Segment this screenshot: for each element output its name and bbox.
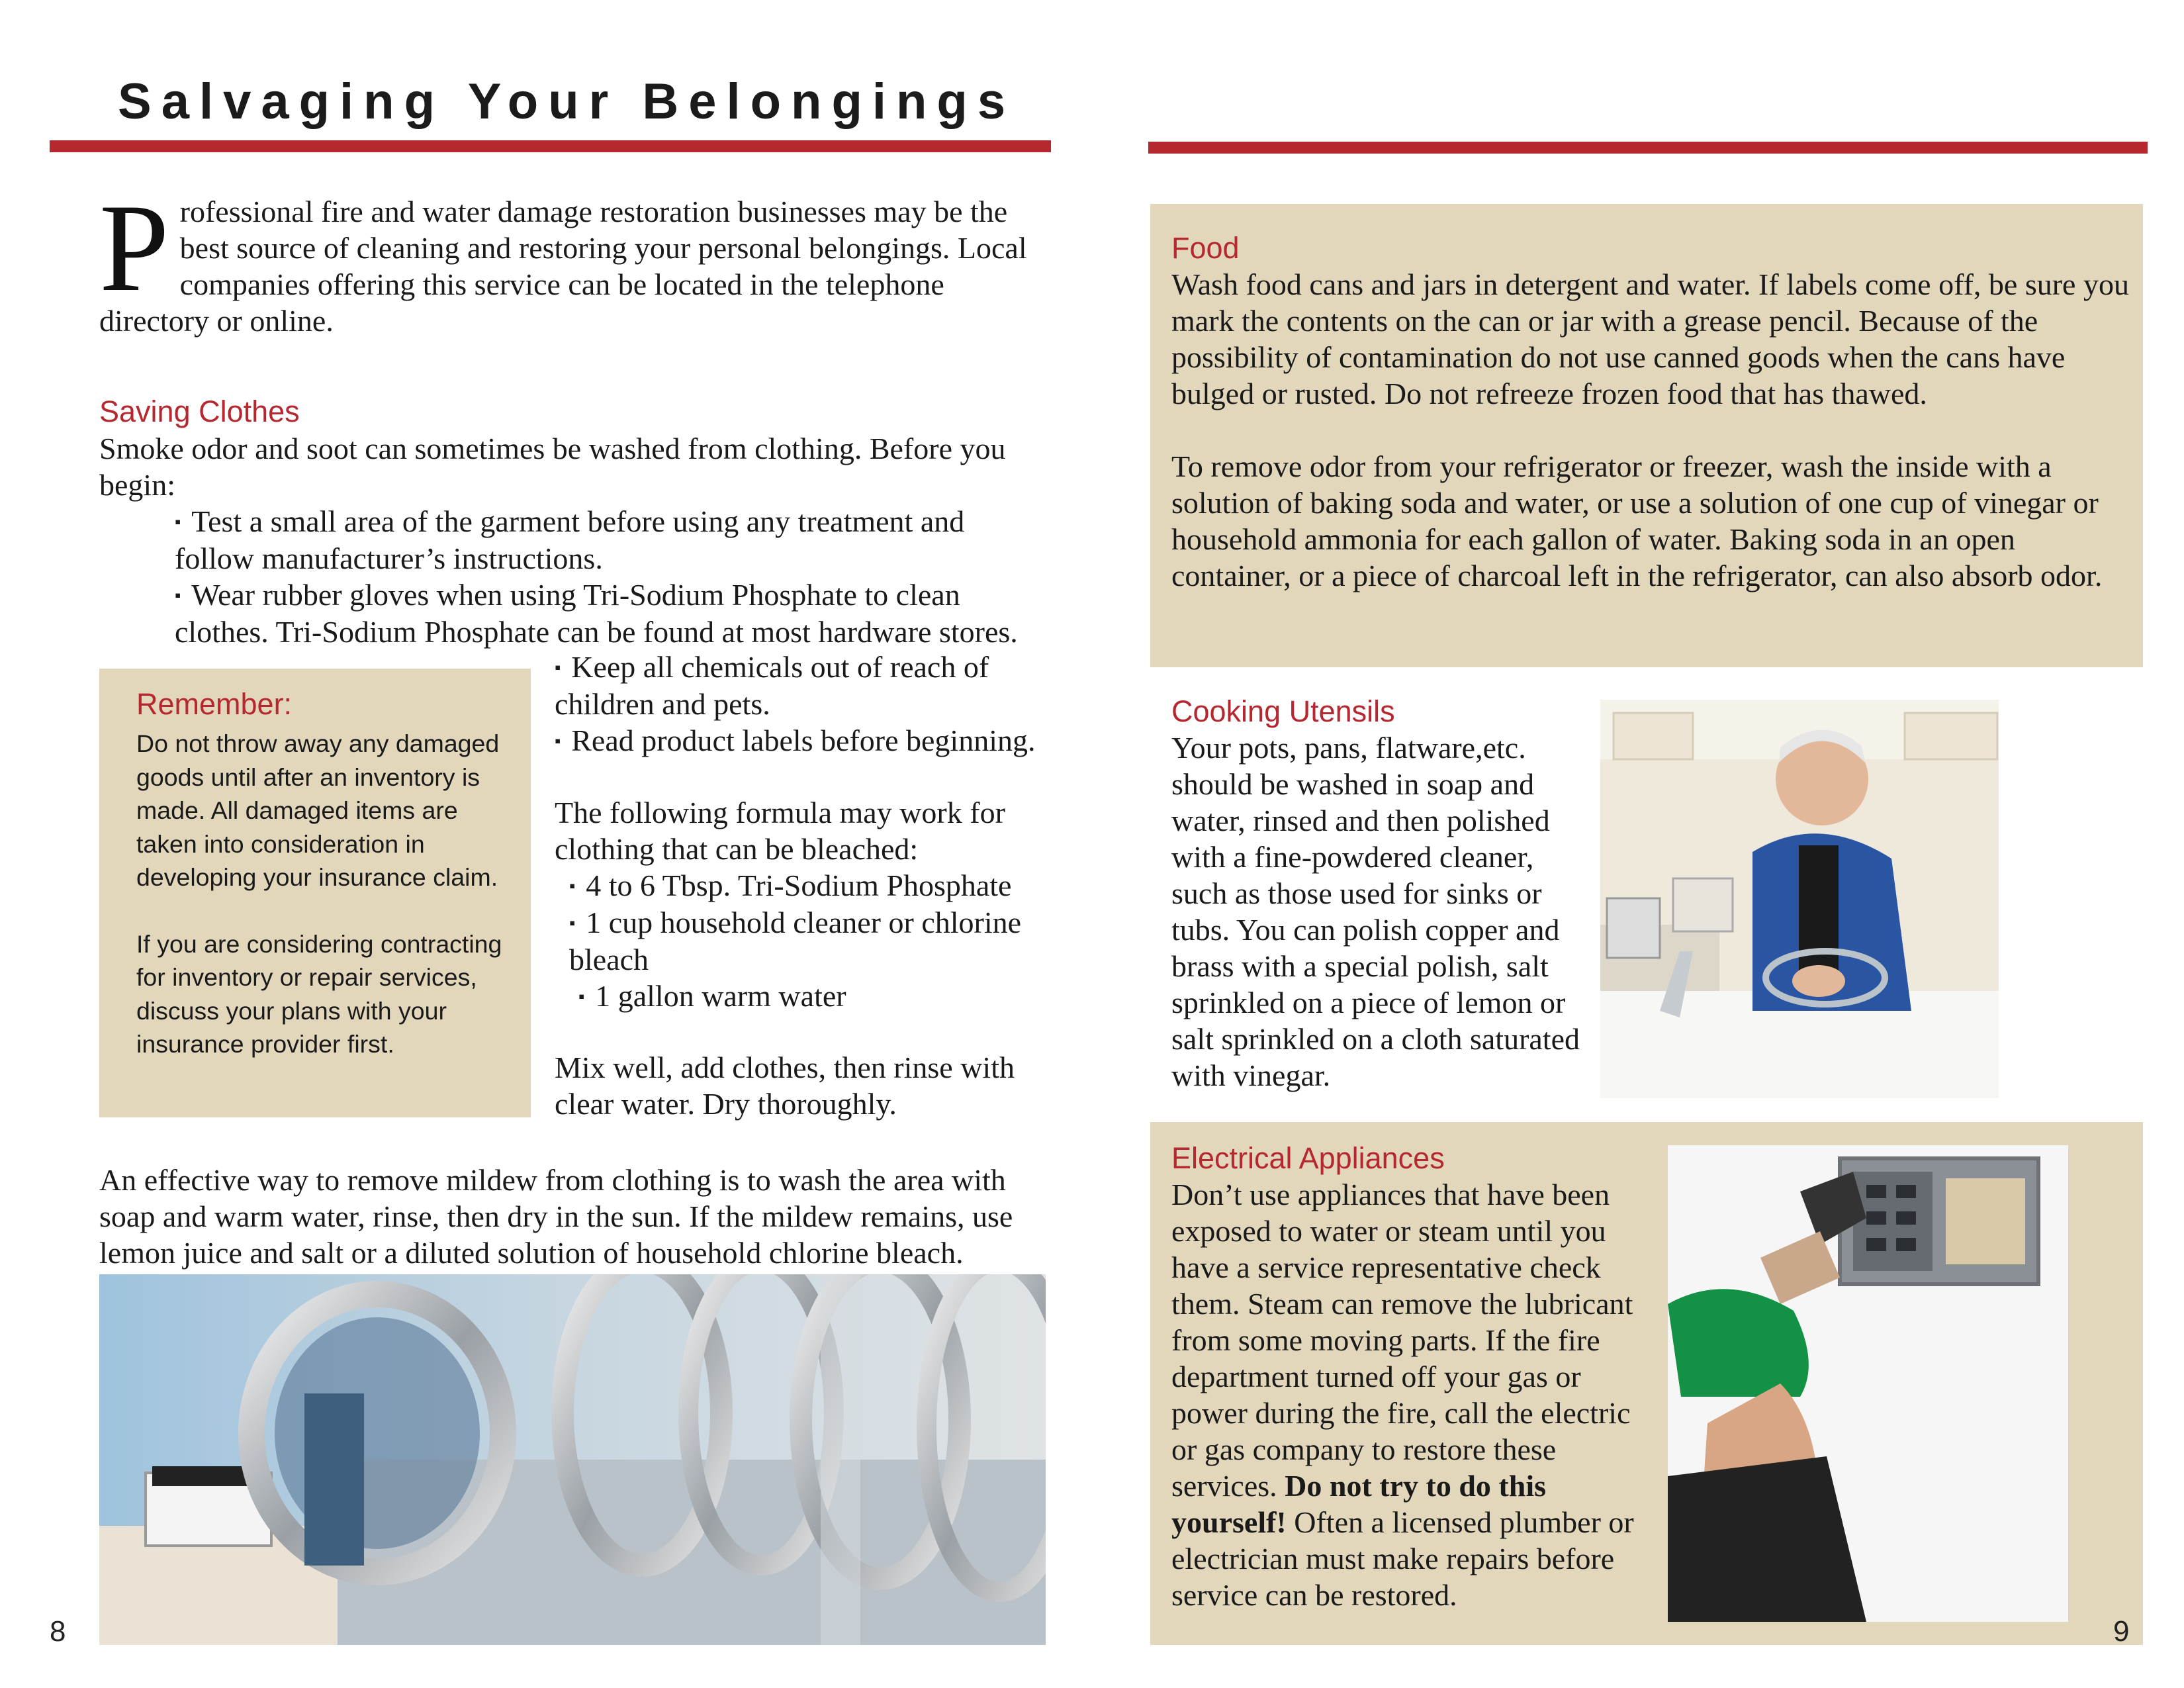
food-heading: Food: [1171, 231, 1240, 265]
cooking-text: Your pots, pans, flatware,etc. should be washed in soap and water, rinsed and then polished with a fine-powdered cleaner, such as those used for sinks or tubs. You can polish copper and brass with a special polish, salt sprinkled on a piece of lemon or salt sprinkled on a cloth saturated with vinegar.: [1171, 731, 1580, 1092]
list-item: ▪ Keep all chemicals out of reach of children and pets.: [555, 650, 989, 721]
list-item: ▪ 1 cup household cleaner or chlorine bleach: [569, 906, 1022, 976]
cooking-heading: Cooking Utensils: [1171, 694, 1395, 728]
food-para-2: To remove odor from your refrigerator or freezer, wash the inside with a solution of baking soda and water, or use a solution of one cup of vinegar or household ammonia for each gallon of water. Baking soda in an open container, or a piece of charcoal left in the refrigerator, can also absorb odor.: [1171, 449, 2103, 592]
remember-para-1: Do not throw away any damaged goods until after an inventory is made. All damaged items are taken into consideration in developing your insurance claim.: [136, 729, 500, 891]
formula-list: [555, 867, 1044, 1015]
intro-paragraph: [99, 179, 1052, 339]
electrician-photo: [1668, 1145, 2068, 1622]
saving-clothes-heading: Saving Clothes: [99, 395, 300, 428]
list-item: ▪ Test a small area of the garment before using any treatment and follow manufacturer’s instructions.: [175, 504, 965, 575]
laundromat-photo: [99, 1274, 1046, 1645]
page-number-left: 8: [50, 1615, 66, 1648]
remember-body: [136, 727, 520, 1061]
remember-para-2: If you are considering contracting for inventory or repair services, discuss your plans with your insurance provider first.: [136, 929, 502, 1058]
food-para-1: Wash food cans and jars in detergent and water. If labels come off, be sure you mark the contents on the can or jar with a grease pencil. Because of the possibility of contamination do not use canned goods when the cans have bulged or rusted. Do not refreeze frozen food that has thawed.: [1171, 267, 2129, 410]
man-washing-dishes-photo: [1600, 700, 1999, 1098]
formula-outro: Mix well, add clothes, then rinse with clear water. Dry thoroughly.: [555, 1051, 1015, 1121]
formula-intro: The following formula may work for clothing that can be bleached:: [555, 796, 1005, 866]
list-item: ▪ 4 to 6 Tbsp. Tri-Sodium Phosphate: [569, 868, 1012, 902]
saving-clothes-intro: Smoke odor and soot can sometimes be washed from clothing. Before you begin:: [99, 432, 1006, 502]
electrical-text: Don’t use appliances that have been exposed to water or steam until you have a service representative check them. Steam can remove the lubricant from some moving parts. If the fire department turned off your gas or power during the fire, call the electric or gas company to restore these services. Do not try to do this yourself! Often a licensed plumber or electrician must make repairs before service can be restored.: [1171, 1178, 1634, 1612]
page-number-right: 9: [2113, 1615, 2130, 1648]
drop-cap: P: [99, 179, 169, 318]
list-item: ▪ Read product labels before beginning.: [555, 724, 1036, 757]
saving-clothes-bullets-right: [555, 649, 1058, 759]
title-divider-right: [1148, 142, 2148, 154]
title-divider-left: [50, 140, 1051, 152]
intro-text: rofessional fire and water damage restoration businesses may be the best source of cleaning and restoring your personal belongings. Local companies offering this service can be located in the telephone directory or online.: [99, 195, 1027, 338]
page-title: Salvaging Your Belongings: [118, 73, 1016, 130]
remember-box: [99, 669, 531, 1117]
list-item: ▪ Wear rubber gloves when using Tri-Sodium Phosphate to clean clothes. Tri-Sodium Phosphate can be found at most hardware stores.: [175, 578, 1018, 649]
remember-heading: Remember:: [136, 687, 293, 721]
electrical-heading: Electrical Appliances: [1171, 1141, 1445, 1175]
saving-clothes-bullets-top: [175, 503, 1048, 650]
list-item: ▪ 1 gallon warm water: [578, 979, 846, 1013]
mildew-paragraph: An effective way to remove mildew from clothing is to wash the area with soap and warm water, rinse, then dry in the sun. If the mildew remains, use lemon juice and salt or a diluted solution of household chlorine bleach.: [99, 1163, 1013, 1270]
